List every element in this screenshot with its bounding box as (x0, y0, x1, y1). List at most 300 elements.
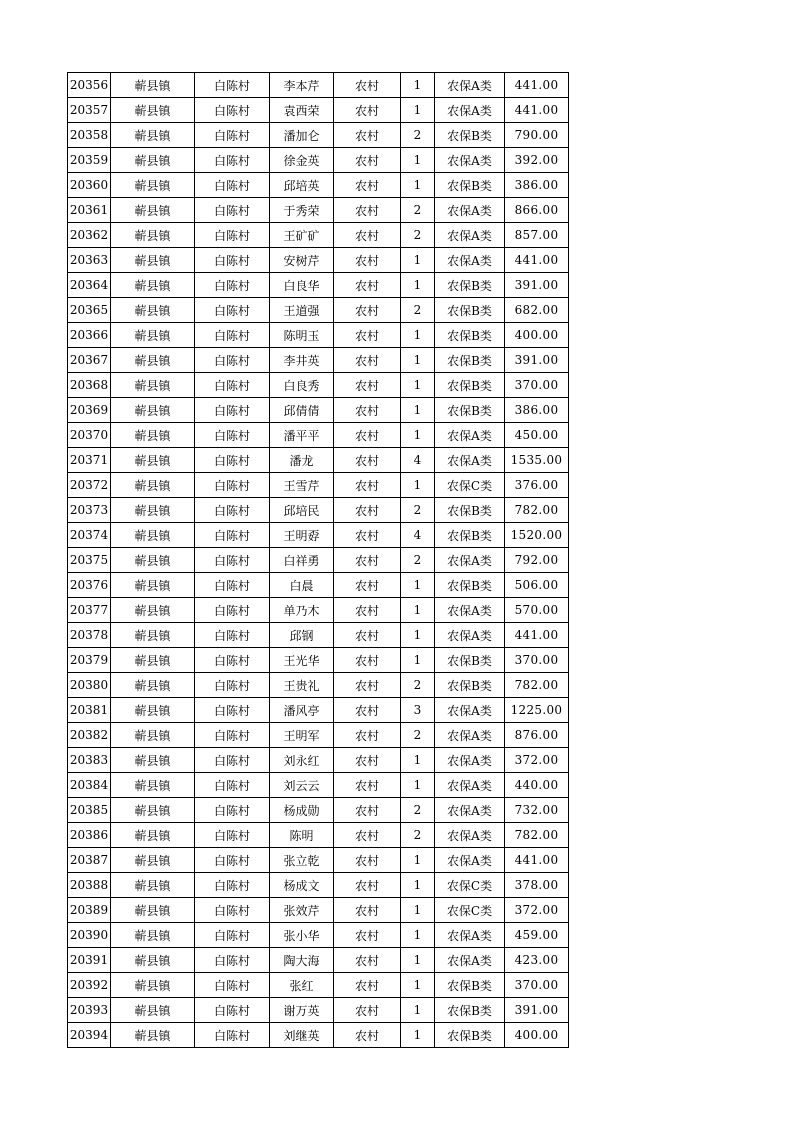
table-row (68, 298, 569, 323)
amount-cell: 866.00 (505, 198, 569, 223)
village-cell: 白陈村 (195, 423, 270, 448)
amount-cell: 441.00 (505, 248, 569, 273)
village-cell: 白陈村 (195, 573, 270, 598)
name-cell: 潘风亭 (270, 698, 334, 723)
record-id-cell: 20374 (68, 523, 111, 548)
town-cell: 蕲县镇 (111, 323, 195, 348)
village-cell: 白陈村 (195, 448, 270, 473)
insurance-category-cell: 农保A类 (435, 723, 505, 748)
household-type-cell: 农村 (334, 648, 401, 673)
member-count-cell: 1 (401, 923, 435, 948)
table-row (68, 973, 569, 998)
town-cell: 蕲县镇 (111, 873, 195, 898)
member-count-cell: 1 (401, 248, 435, 273)
insurance-category-cell: 农保A类 (435, 423, 505, 448)
insurance-category-cell: 农保B类 (435, 573, 505, 598)
village-cell: 白陈村 (195, 598, 270, 623)
household-type-cell: 农村 (334, 873, 401, 898)
village-cell: 白陈村 (195, 98, 270, 123)
household-type-cell: 农村 (334, 148, 401, 173)
household-type-cell: 农村 (334, 373, 401, 398)
member-count-cell: 1 (401, 598, 435, 623)
name-cell: 安树芹 (270, 248, 334, 273)
town-cell: 蕲县镇 (111, 348, 195, 373)
town-cell: 蕲县镇 (111, 148, 195, 173)
member-count-cell: 1 (401, 398, 435, 423)
insurance-category-cell: 农保A类 (435, 798, 505, 823)
town-cell: 蕲县镇 (111, 173, 195, 198)
member-count-cell: 2 (401, 498, 435, 523)
member-count-cell: 2 (401, 123, 435, 148)
table-row (68, 498, 569, 523)
amount-cell: 682.00 (505, 298, 569, 323)
name-cell: 王明军 (270, 723, 334, 748)
village-cell: 白陈村 (195, 948, 270, 973)
insurance-category-cell: 农保A类 (435, 198, 505, 223)
household-type-cell: 农村 (334, 673, 401, 698)
table-row (68, 398, 569, 423)
record-id-cell: 20392 (68, 973, 111, 998)
insurance-category-cell: 农保A类 (435, 598, 505, 623)
table-row (68, 273, 569, 298)
name-cell: 李本芹 (270, 73, 334, 98)
name-cell: 陈明 (270, 823, 334, 848)
insurance-category-cell: 农保B类 (435, 348, 505, 373)
amount-cell: 857.00 (505, 223, 569, 248)
amount-cell: 376.00 (505, 473, 569, 498)
name-cell: 张红 (270, 973, 334, 998)
record-id-cell: 20379 (68, 648, 111, 673)
insurance-category-cell: 农保B类 (435, 398, 505, 423)
table-row (68, 848, 569, 873)
town-cell: 蕲县镇 (111, 273, 195, 298)
record-id-cell: 20357 (68, 98, 111, 123)
member-count-cell: 1 (401, 998, 435, 1023)
record-id-cell: 20381 (68, 698, 111, 723)
village-cell: 白陈村 (195, 473, 270, 498)
town-cell: 蕲县镇 (111, 223, 195, 248)
name-cell: 邱钢 (270, 623, 334, 648)
name-cell: 王矿矿 (270, 223, 334, 248)
town-cell: 蕲县镇 (111, 823, 195, 848)
record-id-cell: 20364 (68, 273, 111, 298)
insurance-category-cell: 农保B类 (435, 673, 505, 698)
amount-cell: 423.00 (505, 948, 569, 973)
member-count-cell: 1 (401, 623, 435, 648)
name-cell: 王光华 (270, 648, 334, 673)
household-type-cell: 农村 (334, 748, 401, 773)
member-count-cell: 1 (401, 98, 435, 123)
village-cell: 白陈村 (195, 898, 270, 923)
insurance-category-cell: 农保B类 (435, 1023, 505, 1048)
member-count-cell: 1 (401, 473, 435, 498)
member-count-cell: 1 (401, 648, 435, 673)
household-type-cell: 农村 (334, 473, 401, 498)
town-cell: 蕲县镇 (111, 573, 195, 598)
town-cell: 蕲县镇 (111, 448, 195, 473)
name-cell: 李井英 (270, 348, 334, 373)
record-id-cell: 20376 (68, 573, 111, 598)
village-cell: 白陈村 (195, 298, 270, 323)
village-cell: 白陈村 (195, 398, 270, 423)
table-body (68, 73, 569, 1048)
record-id-cell: 20370 (68, 423, 111, 448)
member-count-cell: 1 (401, 873, 435, 898)
insurance-category-cell: 农保A类 (435, 548, 505, 573)
town-cell: 蕲县镇 (111, 923, 195, 948)
amount-cell: 372.00 (505, 898, 569, 923)
table-row (68, 823, 569, 848)
village-cell: 白陈村 (195, 498, 270, 523)
member-count-cell: 1 (401, 148, 435, 173)
amount-cell: 1520.00 (505, 523, 569, 548)
name-cell: 陈明玉 (270, 323, 334, 348)
amount-cell: 450.00 (505, 423, 569, 448)
record-id-cell: 20371 (68, 448, 111, 473)
household-type-cell: 农村 (334, 623, 401, 648)
member-count-cell: 2 (401, 548, 435, 573)
town-cell: 蕲县镇 (111, 98, 195, 123)
household-type-cell: 农村 (334, 923, 401, 948)
amount-cell: 782.00 (505, 498, 569, 523)
town-cell: 蕲县镇 (111, 123, 195, 148)
table-row (68, 473, 569, 498)
household-type-cell: 农村 (334, 998, 401, 1023)
table-row (68, 248, 569, 273)
record-id-cell: 20369 (68, 398, 111, 423)
table-row (68, 648, 569, 673)
name-cell: 邱倩倩 (270, 398, 334, 423)
town-cell: 蕲县镇 (111, 548, 195, 573)
table-row (68, 698, 569, 723)
member-count-cell: 1 (401, 748, 435, 773)
village-cell: 白陈村 (195, 873, 270, 898)
name-cell: 刘继英 (270, 1023, 334, 1048)
household-type-cell: 农村 (334, 698, 401, 723)
member-count-cell: 2 (401, 798, 435, 823)
name-cell: 王道强 (270, 298, 334, 323)
name-cell: 潘龙 (270, 448, 334, 473)
record-id-cell: 20386 (68, 823, 111, 848)
household-type-cell: 农村 (334, 248, 401, 273)
amount-cell: 441.00 (505, 98, 569, 123)
name-cell: 刘永红 (270, 748, 334, 773)
name-cell: 邱培民 (270, 498, 334, 523)
village-cell: 白陈村 (195, 173, 270, 198)
member-count-cell: 2 (401, 223, 435, 248)
member-count-cell: 1 (401, 1023, 435, 1048)
amount-cell: 370.00 (505, 648, 569, 673)
table-row (68, 448, 569, 473)
village-cell: 白陈村 (195, 973, 270, 998)
table-row (68, 548, 569, 573)
town-cell: 蕲县镇 (111, 1023, 195, 1048)
table-row (68, 798, 569, 823)
amount-cell: 400.00 (505, 1023, 569, 1048)
record-id-cell: 20366 (68, 323, 111, 348)
household-type-cell: 农村 (334, 573, 401, 598)
table-row (68, 523, 569, 548)
insurance-category-cell: 农保A类 (435, 148, 505, 173)
town-cell: 蕲县镇 (111, 798, 195, 823)
table-row (68, 223, 569, 248)
household-type-cell: 农村 (334, 948, 401, 973)
insurance-category-cell: 农保A类 (435, 698, 505, 723)
record-id-cell: 20367 (68, 348, 111, 373)
amount-cell: 459.00 (505, 923, 569, 948)
household-type-cell: 农村 (334, 223, 401, 248)
record-id-cell: 20388 (68, 873, 111, 898)
town-cell: 蕲县镇 (111, 473, 195, 498)
member-count-cell: 2 (401, 298, 435, 323)
name-cell: 张小华 (270, 923, 334, 948)
table-row (68, 348, 569, 373)
town-cell: 蕲县镇 (111, 948, 195, 973)
household-type-cell: 农村 (334, 423, 401, 448)
village-cell: 白陈村 (195, 1023, 270, 1048)
record-id-cell: 20377 (68, 598, 111, 623)
town-cell: 蕲县镇 (111, 998, 195, 1023)
insurance-category-cell: 农保A类 (435, 448, 505, 473)
name-cell: 谢万英 (270, 998, 334, 1023)
member-count-cell: 2 (401, 823, 435, 848)
name-cell: 潘平平 (270, 423, 334, 448)
village-cell: 白陈村 (195, 623, 270, 648)
record-id-cell: 20384 (68, 773, 111, 798)
amount-cell: 790.00 (505, 123, 569, 148)
record-id-cell: 20368 (68, 373, 111, 398)
table-row (68, 898, 569, 923)
insurance-category-cell: 农保A类 (435, 848, 505, 873)
amount-cell: 732.00 (505, 798, 569, 823)
amount-cell: 441.00 (505, 73, 569, 98)
table-row (68, 723, 569, 748)
table-row (68, 323, 569, 348)
member-count-cell: 1 (401, 348, 435, 373)
town-cell: 蕲县镇 (111, 398, 195, 423)
household-type-cell: 农村 (334, 98, 401, 123)
insurance-category-cell: 农保A类 (435, 773, 505, 798)
insurance-category-cell: 农保B类 (435, 173, 505, 198)
village-cell: 白陈村 (195, 248, 270, 273)
village-cell: 白陈村 (195, 523, 270, 548)
name-cell: 潘加仑 (270, 123, 334, 148)
household-type-cell: 农村 (334, 848, 401, 873)
household-type-cell: 农村 (334, 323, 401, 348)
town-cell: 蕲县镇 (111, 598, 195, 623)
household-type-cell: 农村 (334, 1023, 401, 1048)
insurance-category-cell: 农保B类 (435, 973, 505, 998)
table-row (68, 423, 569, 448)
record-id-cell: 20365 (68, 298, 111, 323)
amount-cell: 1225.00 (505, 698, 569, 723)
town-cell: 蕲县镇 (111, 73, 195, 98)
member-count-cell: 2 (401, 673, 435, 698)
record-id-cell: 20391 (68, 948, 111, 973)
village-cell: 白陈村 (195, 823, 270, 848)
record-id-cell: 20359 (68, 148, 111, 173)
name-cell: 王雪芹 (270, 473, 334, 498)
household-type-cell: 农村 (334, 398, 401, 423)
amount-cell: 1535.00 (505, 448, 569, 473)
insurance-category-cell: 农保A类 (435, 73, 505, 98)
village-cell: 白陈村 (195, 273, 270, 298)
household-type-cell: 农村 (334, 448, 401, 473)
amount-cell: 370.00 (505, 973, 569, 998)
amount-cell: 440.00 (505, 773, 569, 798)
record-id-cell: 20385 (68, 798, 111, 823)
name-cell: 王贵礼 (270, 673, 334, 698)
record-id-cell: 20389 (68, 898, 111, 923)
amount-cell: 392.00 (505, 148, 569, 173)
amount-cell: 391.00 (505, 998, 569, 1023)
village-cell: 白陈村 (195, 998, 270, 1023)
member-count-cell: 2 (401, 198, 435, 223)
town-cell: 蕲县镇 (111, 523, 195, 548)
village-cell: 白陈村 (195, 73, 270, 98)
town-cell: 蕲县镇 (111, 973, 195, 998)
household-type-cell: 农村 (334, 773, 401, 798)
name-cell: 白祥勇 (270, 548, 334, 573)
member-count-cell: 1 (401, 273, 435, 298)
village-cell: 白陈村 (195, 323, 270, 348)
name-cell: 邱培英 (270, 173, 334, 198)
amount-cell: 400.00 (505, 323, 569, 348)
amount-cell: 782.00 (505, 673, 569, 698)
member-count-cell: 4 (401, 523, 435, 548)
record-id-cell: 20372 (68, 473, 111, 498)
insurance-category-cell: 农保A类 (435, 248, 505, 273)
insurance-category-cell: 农保A类 (435, 823, 505, 848)
village-cell: 白陈村 (195, 648, 270, 673)
household-type-cell: 农村 (334, 348, 401, 373)
insurance-category-cell: 农保A类 (435, 923, 505, 948)
insurance-category-cell: 农保B类 (435, 648, 505, 673)
town-cell: 蕲县镇 (111, 498, 195, 523)
insurance-category-cell: 农保A类 (435, 748, 505, 773)
town-cell: 蕲县镇 (111, 848, 195, 873)
member-count-cell: 1 (401, 73, 435, 98)
name-cell: 于秀荣 (270, 198, 334, 223)
town-cell: 蕲县镇 (111, 623, 195, 648)
household-type-cell: 农村 (334, 298, 401, 323)
table-row (68, 373, 569, 398)
name-cell: 白良华 (270, 273, 334, 298)
name-cell: 单乃木 (270, 598, 334, 623)
name-cell: 王明孬 (270, 523, 334, 548)
village-cell: 白陈村 (195, 923, 270, 948)
record-id-cell: 20363 (68, 248, 111, 273)
table-row (68, 73, 569, 98)
member-count-cell: 1 (401, 848, 435, 873)
household-type-cell: 农村 (334, 73, 401, 98)
household-type-cell: 农村 (334, 898, 401, 923)
village-cell: 白陈村 (195, 773, 270, 798)
insurance-category-cell: 农保C类 (435, 898, 505, 923)
village-cell: 白陈村 (195, 348, 270, 373)
member-count-cell: 3 (401, 698, 435, 723)
village-cell: 白陈村 (195, 148, 270, 173)
household-type-cell: 农村 (334, 548, 401, 573)
insurance-category-cell: 农保B类 (435, 498, 505, 523)
town-cell: 蕲县镇 (111, 673, 195, 698)
amount-cell: 386.00 (505, 173, 569, 198)
member-count-cell: 1 (401, 173, 435, 198)
amount-cell: 792.00 (505, 548, 569, 573)
data-sheet (67, 72, 569, 1048)
table-row (68, 623, 569, 648)
household-type-cell: 农村 (334, 973, 401, 998)
town-cell: 蕲县镇 (111, 248, 195, 273)
table-row (68, 123, 569, 148)
member-count-cell: 1 (401, 973, 435, 998)
insurance-category-cell: 农保B类 (435, 373, 505, 398)
amount-cell: 876.00 (505, 723, 569, 748)
records-table (67, 72, 569, 1048)
town-cell: 蕲县镇 (111, 373, 195, 398)
name-cell: 张立乾 (270, 848, 334, 873)
amount-cell: 782.00 (505, 823, 569, 848)
village-cell: 白陈村 (195, 723, 270, 748)
table-row (68, 873, 569, 898)
household-type-cell: 农村 (334, 598, 401, 623)
record-id-cell: 20358 (68, 123, 111, 148)
insurance-category-cell: 农保B类 (435, 123, 505, 148)
record-id-cell: 20394 (68, 1023, 111, 1048)
name-cell: 白良秀 (270, 373, 334, 398)
village-cell: 白陈村 (195, 848, 270, 873)
amount-cell: 441.00 (505, 623, 569, 648)
amount-cell: 386.00 (505, 398, 569, 423)
village-cell: 白陈村 (195, 123, 270, 148)
name-cell: 徐金英 (270, 148, 334, 173)
village-cell: 白陈村 (195, 198, 270, 223)
village-cell: 白陈村 (195, 373, 270, 398)
village-cell: 白陈村 (195, 798, 270, 823)
member-count-cell: 1 (401, 773, 435, 798)
insurance-category-cell: 农保B类 (435, 523, 505, 548)
table-row (68, 98, 569, 123)
amount-cell: 391.00 (505, 348, 569, 373)
record-id-cell: 20360 (68, 173, 111, 198)
insurance-category-cell: 农保B类 (435, 323, 505, 348)
member-count-cell: 1 (401, 423, 435, 448)
village-cell: 白陈村 (195, 223, 270, 248)
insurance-category-cell: 农保B类 (435, 998, 505, 1023)
table-row (68, 1023, 569, 1048)
record-id-cell: 20362 (68, 223, 111, 248)
table-row (68, 923, 569, 948)
town-cell: 蕲县镇 (111, 298, 195, 323)
amount-cell: 372.00 (505, 748, 569, 773)
name-cell: 陶大海 (270, 948, 334, 973)
table-row (68, 948, 569, 973)
member-count-cell: 4 (401, 448, 435, 473)
table-row (68, 598, 569, 623)
record-id-cell: 20387 (68, 848, 111, 873)
name-cell: 袁西荣 (270, 98, 334, 123)
amount-cell: 570.00 (505, 598, 569, 623)
town-cell: 蕲县镇 (111, 423, 195, 448)
table-row (68, 773, 569, 798)
table-row (68, 173, 569, 198)
name-cell: 杨成文 (270, 873, 334, 898)
amount-cell: 441.00 (505, 848, 569, 873)
record-id-cell: 20383 (68, 748, 111, 773)
household-type-cell: 农村 (334, 173, 401, 198)
record-id-cell: 20375 (68, 548, 111, 573)
member-count-cell: 1 (401, 373, 435, 398)
